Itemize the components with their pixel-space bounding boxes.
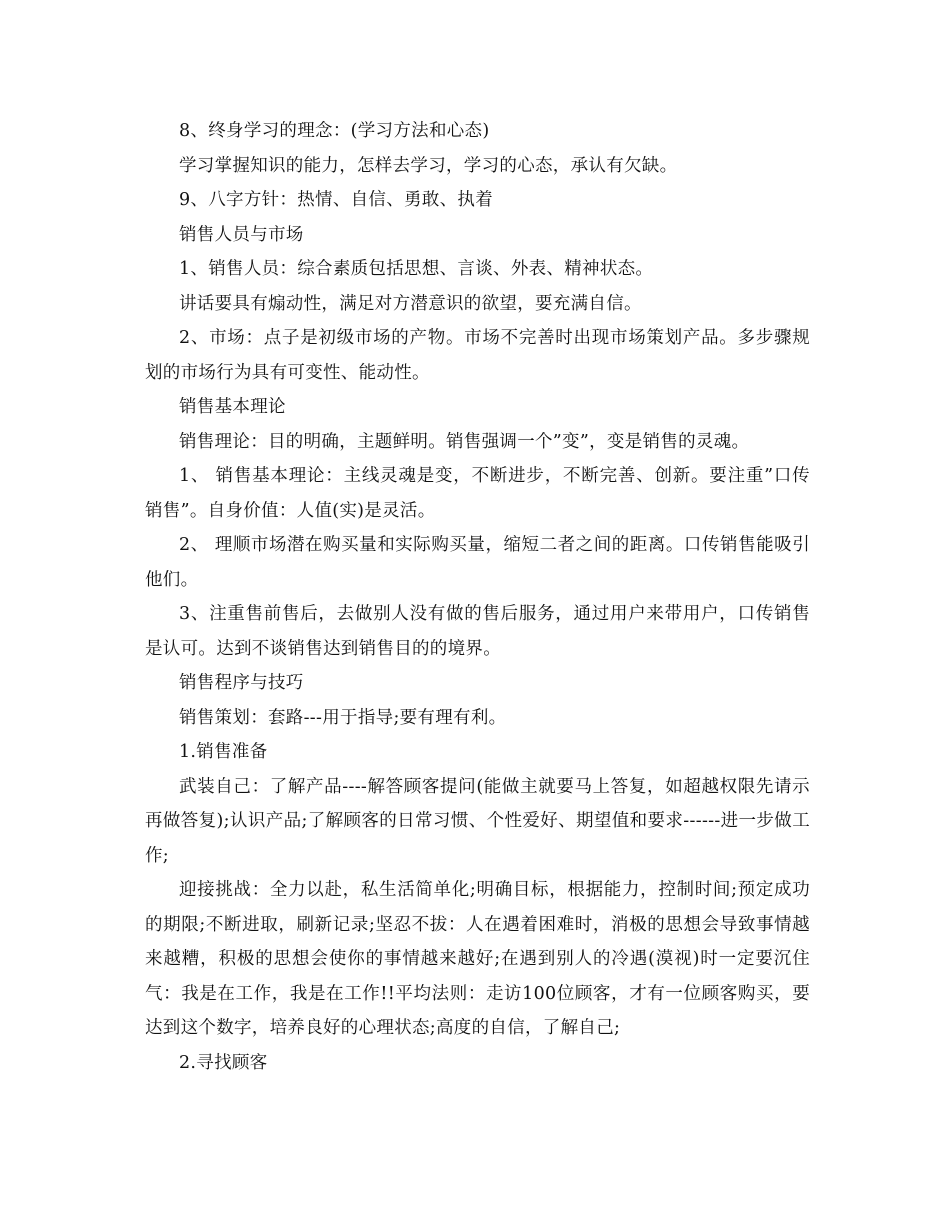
- paragraph-sales-planning: 销售策划：套路---用于指导;要有理有利。: [179, 707, 507, 728]
- paragraph-sales-staff: 1、销售人员：综合素质包括思想、言谈、外表、精神状态。: [179, 259, 654, 279]
- paragraph-sales-theory-intro: 销售理论：目的明确，主题鲜明。销售强调一个”变”，变是销售的灵魂。: [179, 431, 750, 452]
- paragraph-eight-char-motto: 9、八字方针：热情、自信、勇敢、执着: [179, 190, 494, 210]
- paragraph-lifelong-learning: 8、终身学习的理念：(学习方法和心态): [179, 121, 490, 141]
- paragraph-theory-point-3: 3、注重售前售后，去做别人没有做的售后服务，通过用户来带用户，口传销售是认可。达到不谈销售达到销售目的的境界。: [145, 604, 810, 659]
- section-heading-sales-staff-market: 销售人员与市场: [179, 224, 304, 245]
- paragraph-learning-ability: 学习掌握知识的能力，怎样去学习，学习的心态，承认有欠缺。: [179, 155, 678, 176]
- subheading-sales-preparation: 1.销售准备: [179, 742, 268, 762]
- paragraph-meet-challenge: 迎接挑战：全力以赴，私生活简单化;明确目标，根据能力，控制时间;预定成功的期限;不断进取，刷新记录;坚忍不拔：人在遇着困难时，消极的思想会导致事情越来越糟，积极的思想会使你的事情越来越好;在遇到别人的冷遇(漠视)时一定要沉住气：我是在工作，我是在工作!!平均法则：走访100位顾客，才有一位顾客购买，要达到这个数字，培养良好的心理状态;高度的自信，了解自己;: [145, 880, 810, 1038]
- paragraph-speaking: 讲话要具有煽动性，满足对方潜意识的欲望，要充满自信。: [179, 293, 642, 314]
- paragraph-theory-point-2: 2、 理顺市场潜在购买量和实际购买量，缩短二者之间的距离。口传销售能吸引他们。: [145, 535, 810, 590]
- paragraph-market: 2、市场：点子是初级市场的产物。市场不完善时出现市场策划产品。多步骤规划的市场行为具有可变性、能动性。: [145, 328, 810, 383]
- section-heading-sales-theory: 销售基本理论: [179, 397, 286, 417]
- subheading-find-customers: 2.寻找顾客: [179, 1052, 268, 1073]
- section-heading-sales-procedure: 销售程序与技巧: [179, 673, 304, 693]
- paragraph-arm-yourself: 武装自己：了解产品----解答顾客提问(能做主就要马上答复，如超越权限先请示再做答复);认识产品;了解顾客的日常习惯、个性爱好、期望值和要求------进一步做工作;: [145, 776, 810, 866]
- paragraph-theory-point-1: 1、 销售基本理论：主线灵魂是变，不断进步，不断完善、创新。要注重”口传销售”。自身价值：人值(实)是灵活。: [145, 466, 810, 521]
